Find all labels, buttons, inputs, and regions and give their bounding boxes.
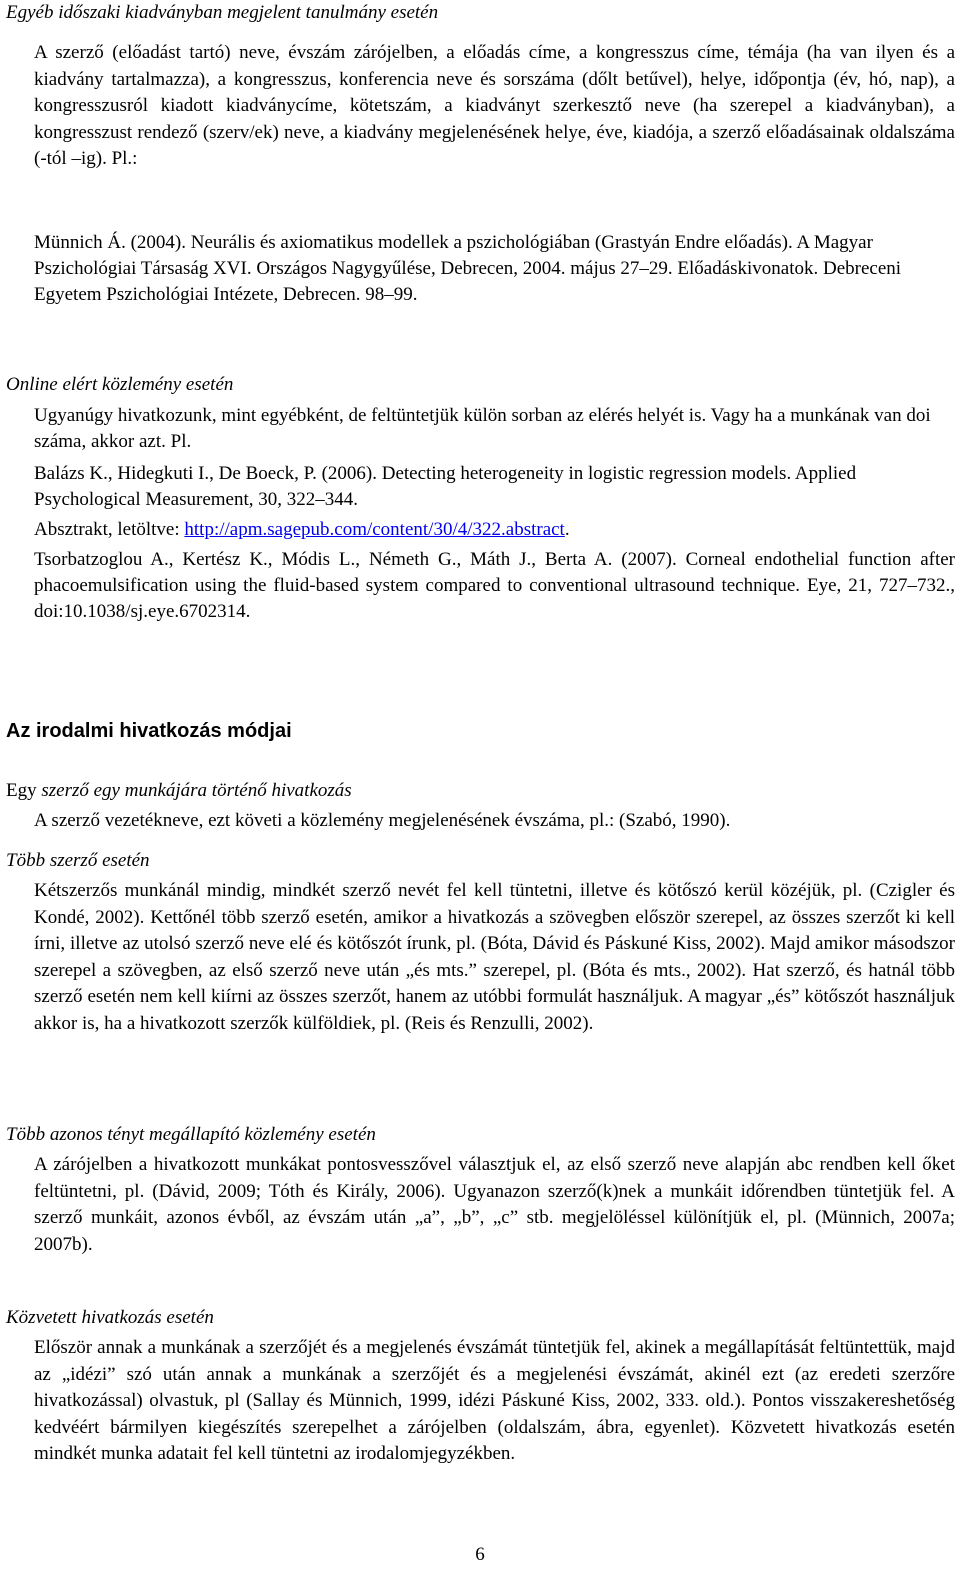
subsection-title-single-prefix: Egy xyxy=(6,780,42,801)
conference-example-reference: Münnich Á. (2004). Neurális és axiomatikus modellek a pszichológiában (Grastyán Endre előadás). A Magyar Pszichológiai Társaság XVI. Országos Nagygyűlése, Debrecen, 2004. május 27–29. Előadáskivonatok. Debreceni Egyetem Pszichológiai Intézete, Debrecen. 98–99. xyxy=(34,232,902,305)
subsection-title-same-fact: Több azonos tényt megállapító közlemény esetén xyxy=(6,1124,376,1145)
conference-description: A szerző (előadást tartó) neve, évszám zárójelben, a előadás címe, a kongresszus címe, témája (ha van ilyen és a kiadvány tartalmazza), a kongresszus, konferencia neve és sorszáma (dőlt betűvel), helye, időpontja (év, hó, nap), a kongresszusról kiadott kiadványcíme, kötetszám, a kiadványt szerkesztő neve (ha szerepel a kiadványban), a kongresszust rendező (szerv/ek) neve, a kiadvány megjelenésének helye, éve, kiadója, a szerző előadásainak oldalszáma (-tól –ig). Pl.: xyxy=(34,42,955,170)
indirect-citation-text: Először annak a munkának a szerzőjét és a megjelenés évszámát tüntetjük fel, akinek a megállapítását feltüntettük, majd az „idézi” szó után annak a munkának a szerzőjét és a megjelenési évszámát, akinél ezt (az eredeti szerzőre hivatkozással) olvastuk, pl (Sallay és Münnich, 1999, idézi Páskuné Kiss, 2002, 333. old.). Pontos visszakereshetőség kedvéért bármilyen kiegészítés szerepelhet a zárójelben (oldalszám, ábra, egyenlet). Közvetett hivatkozás esetén mindkét munka adatait fel kell tüntetni az irodalomjegyzékben. xyxy=(34,1337,955,1465)
main-heading: Az irodalmi hivatkozás módjai xyxy=(6,720,292,742)
page-number: 6 xyxy=(475,1544,485,1565)
multiple-authors-text: Kétszerzős munkánál mindig, mindkét szerző nevét fel kell tüntetni, illetve és kötőszó kerül közéjük, pl. (Czigler és Kondé, 2002). Kettőnél több szerző esetén, amikor a hivatkozás a szövegben először szerepel, az összes szerzőt ki kell írni, illetve az utolsó szerző neve elé és kötőszót írunk, pl. (Bóta, Dávid és Páskuné Kiss, 2002). Majd amikor másodszor szerepel a szövegben, az első szerző neve után „és mts.” szerepel, pl. (Bóta és mts., 2002). Hat szerző, és hatnál több szerző esetén nem kell kiírni az összes szerzőt, hanem az utóbbi formulát használjuk. A magyar „és” kötőszót használjuk akkor is, ha a hivatkozott szerzők külföldiek, pl. (Reis és Renzulli, 2002). xyxy=(34,880,955,1034)
single-author-text: A szerző vezetékneve, ezt követi a közlemény megjelenésének évszáma, pl.: (Szabó, 1990). xyxy=(34,810,731,831)
online-description: Ugyanúgy hivatkozunk, mint egyébként, de feltüntetjük külön sorban az elérés helyét is. Vagy ha a munkának van doi száma, akkor azt. Pl. xyxy=(34,405,931,452)
abstract-link[interactable]: http://apm.sagepub.com/content/30/4/322.abstract xyxy=(184,519,565,540)
section-title-conference: Egyéb időszaki kiadványban megjelent tanulmány esetén xyxy=(6,2,439,23)
online-example-reference-2: Tsorbatzoglou A., Kertész K., Módis L., Németh G., Máth J., Berta A. (2007). Corneal endothelial function after phacoemulsification using the fluid-based system compared to conventional ultrasound technique. Eye, 21, 727–732., doi:10.1038/sj.eye.6702314. xyxy=(34,549,955,622)
online-example-reference-1: Balázs K., Hidegkuti I., De Boeck, P. (2006). Detecting heterogeneity in logistic regression models. Applied Psychological Measurement, 30, 322–344. xyxy=(34,463,857,510)
abstract-suffix: . xyxy=(564,519,570,540)
abstract-download-line xyxy=(34,517,570,543)
subsection-title-single xyxy=(6,778,352,804)
abstract-label: Absztrakt, letöltve: xyxy=(34,519,185,540)
subsection-title-single-italic: szerző egy munkájára történő hivatkozás xyxy=(41,780,352,801)
subsection-title-indirect: Közvetett hivatkozás esetén xyxy=(6,1307,214,1328)
same-fact-text: A zárójelben a hivatkozott munkákat pontosvesszővel választjuk el, az első szerző neve alapján abc rendben kell őket feltüntetni, pl. (Dávid, 2009; Tóth és Király, 2006). Ugyanazon szerző(k)nek a munkáit időrendben tüntetjük fel. A szerző munkáit, azonos évből, az évszám után „a”, „b”, „c” stb. megjelöléssel különítjük el, pl. (Münnich, 2007a; 2007b). xyxy=(34,1154,955,1255)
section-title-online: Online elért közlemény esetén xyxy=(6,374,234,395)
subsection-title-multiple: Több szerző esetén xyxy=(6,850,150,871)
